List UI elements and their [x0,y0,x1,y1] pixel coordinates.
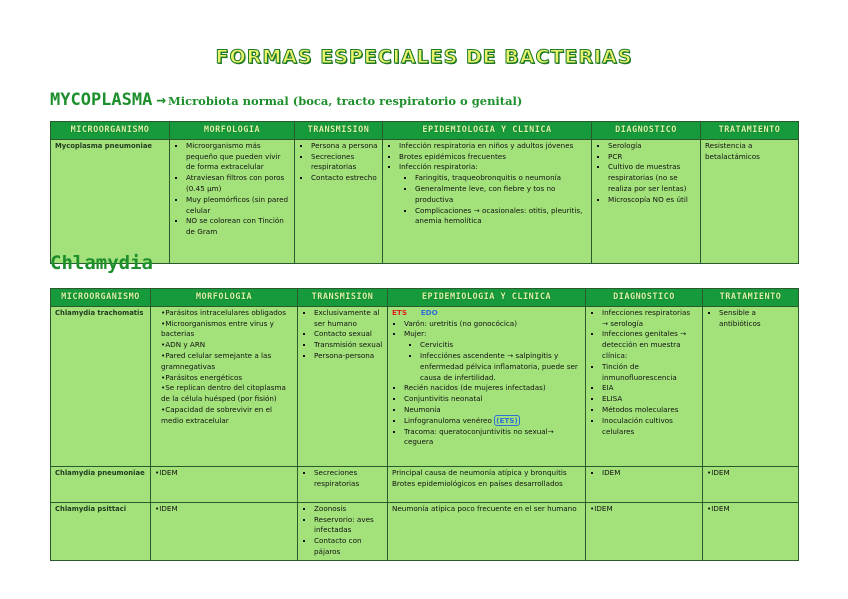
list-item: ▪ Varón: uretritis (no gonocócica) [404,319,581,330]
sub-list-item: ▪ Cervicitis [420,340,581,351]
list-item: ▪ Zoonosis [314,504,383,515]
list-item: ▪ Mujer: ▪ Cervicitis ▪ Infecciónes ascendente → salpingitis y enfermedad pélvica inflamatoria, puede ser causa de infertilidad. [404,329,581,383]
list-item: ▪ Inoculación cultivos celulares [602,416,698,438]
list-item: ▪ Tracoma: queratoconjuntivitis no sexual→ ceguera [404,427,581,449]
list-item: ▪ Cultivo de muestras respiratorias (no se realiza por ser lentas) [608,162,696,194]
mycoplasma-subtitle: Microbiota normal (boca, tracto respiratorio o genital) [168,94,523,108]
list-item [399,162,587,227]
list-item: ▪ Infecciones respiratorias → serología [602,308,698,330]
list-item: ▪ Tinción de inmunofluorescencia [602,362,698,384]
cell-tratamiento: Resistencia a betalactámicos [701,139,799,263]
cell-transmision [295,139,383,263]
cell-tratamiento: •IDEM [703,466,799,502]
list-item: ▪ Transmisión sexual [314,340,383,351]
table-row [51,139,799,263]
list-item: ▪ Brotes epidémicos frecuentes [399,152,587,163]
header-diagnostico: DIAGNOSTICO [586,289,703,307]
cell-transmision [298,502,388,560]
mycoplasma-title-text: MYCOPLASMA [50,90,153,110]
list-item-label: Infección respiratoria: [399,162,478,172]
cell-tratamiento: •IDEM [703,502,799,560]
table-row [51,466,799,502]
table-header-row [51,289,799,307]
tag-ets-linfo: (ETS) [496,415,518,425]
list-item: ▪ Muy pleomórficos (sin pared celular [186,195,290,217]
header-microorganismo: MICROORGANISMO [51,122,170,140]
cell-transmision [298,306,388,466]
list-item: ▪ Exclusivamente al ser humano [314,308,383,330]
cell-morfologia [170,139,295,263]
header-epidemiologia: EPIDEMIOLOGIA Y CLINICA [383,122,592,140]
list-item: ▪ Microscopía NO es útil [608,195,696,206]
list-item: •Capacidad de sobrevivir en el medio extracelular [161,404,273,425]
cell-diagnostico [586,466,703,502]
tag-ets: ETS [392,307,407,317]
list-item: •Se replican dentro del citoplasma de la célula huésped (por fisión) [161,383,286,404]
table-row [51,502,799,560]
sub-list-item: ▪ Generalmente leve, con fiebre y tos no productiva [415,184,587,206]
header-tratamiento: TRATAMIENTO [703,289,799,307]
list-item: ▪ Atraviesan filtros con poros (0.45 μm) [186,173,290,195]
cell-morfologia [151,306,298,466]
cell-morfologia: •IDEM [151,502,298,560]
chlamydia-title: Chlamydia [50,252,153,274]
list-item: ▪ Recién nacidos (de mujeres infectadas) [404,383,581,394]
header-transmision: TRANSMISION [295,122,383,140]
list-item: ▪ Conjuntivitis neonatal [404,394,581,405]
list-item: ▪ Neumonía [404,405,581,416]
header-morfologia: MORFOLOGIA [151,289,298,307]
cell-name: Chlamydia trachomatis [51,306,151,466]
mycoplasma-table [50,121,799,264]
list-item: •Pared celular semejante a las gramnegativas [161,350,272,371]
list-item: ▪ Contacto con pájaros [314,536,383,558]
sub-list-item: ▪ Infecciónes ascendente → salpingitis y enfermedad pélvica inflamatoria, puede ser causa de infertilidad. [420,351,581,383]
sub-list-item: ▪ Complicaciones → ocasionales: otitis, pleuritis, anemia hemolítica [415,206,587,228]
cell-transmision [298,466,388,502]
header-epidemiologia: EPIDEMIOLOGIA Y CLINICA [388,289,586,307]
cell-epidemiologia: Principal causa de neumonía atípica y bronquitis Brotes epidemiológicos en países desarrollados [388,466,586,502]
list-item: ▪ Contacto estrecho [311,173,378,184]
cell-diagnostico: •IDEM [586,502,703,560]
list-item: ▪ Linfogranuloma venéreo (ETS) [404,416,581,427]
header-transmision: TRANSMISION [298,289,388,307]
list-item: •ADN y ARN [161,340,206,350]
list-item: ▪ PCR [608,152,696,163]
header-diagnostico: DIAGNOSTICO [592,122,701,140]
tags-row [392,308,581,319]
cell-epidemiologia [383,139,592,263]
chlamydia-table [50,288,799,561]
header-microorganismo: MICROORGANISMO [51,289,151,307]
page-title: FORMAS ESPECIALES DE BACTERIAS [215,46,633,68]
table-row [51,306,799,466]
list-item: ▪ Reservorio: aves infectadas [314,515,383,537]
list-item: ▪ Persona a persona [311,141,378,152]
list-item: ▪ EIA [602,383,698,394]
sub-list-item: ▪ Faringitis, traqueobronquitis o neumonía [415,173,587,184]
list-item: ▪ Microorganismo más pequeño que pueden vivir de forma extracelular [186,141,290,173]
cell-name: Mycoplasma pneumoniae [51,139,170,263]
tag-edo: EDO [420,307,438,317]
list-item: ▪ Métodos moleculares [602,405,698,416]
list-item: ▪ ELISA [602,394,698,405]
cell-diagnostico [592,139,701,263]
header-tratamiento: TRATAMIENTO [701,122,799,140]
table-header-row [51,122,799,140]
list-item: •Parásitos energéticos [161,372,243,382]
list-item: ▪ Secreciones respiratorias [311,152,378,174]
list-item: ▪ Infecciones genitales → detección en muestra clínica: [602,329,698,361]
list-item: ▪ Infección respiratoria en niños y adultos jóvenes [399,141,587,152]
header-morfologia: MORFOLOGIA [170,122,295,140]
list-item: ▪ NO se colorean con Tinción de Gram [186,216,290,238]
list-item: ▪ Sensible a antibióticos [719,308,794,330]
arrow-icon: → [156,90,166,109]
cell-epidemiologia: Neumonía atípica poco frecuente en el ser humano [388,502,586,560]
cell-tratamiento [703,306,799,466]
list-item: ▪ Secreciones respiratorias [314,468,383,490]
list-item: •Microorganismos entre virus y bacterias [161,318,274,339]
cell-name: Chlamydia psittaci [51,502,151,560]
cell-epidemiologia [388,306,586,466]
list-item: ▪ Serología [608,141,696,152]
list-item: ▪ Contacto sexual [314,329,383,340]
cell-name: Chlamydia pneumoniae [51,466,151,502]
cell-diagnostico [586,306,703,466]
list-item: •Parásitos intracelulares obligados [161,307,286,317]
mycoplasma-title [50,90,522,110]
list-item: ▪ Persona-persona [314,351,383,362]
cell-morfologia: •IDEM [151,466,298,502]
list-item: ▪ IDEM [602,468,698,479]
